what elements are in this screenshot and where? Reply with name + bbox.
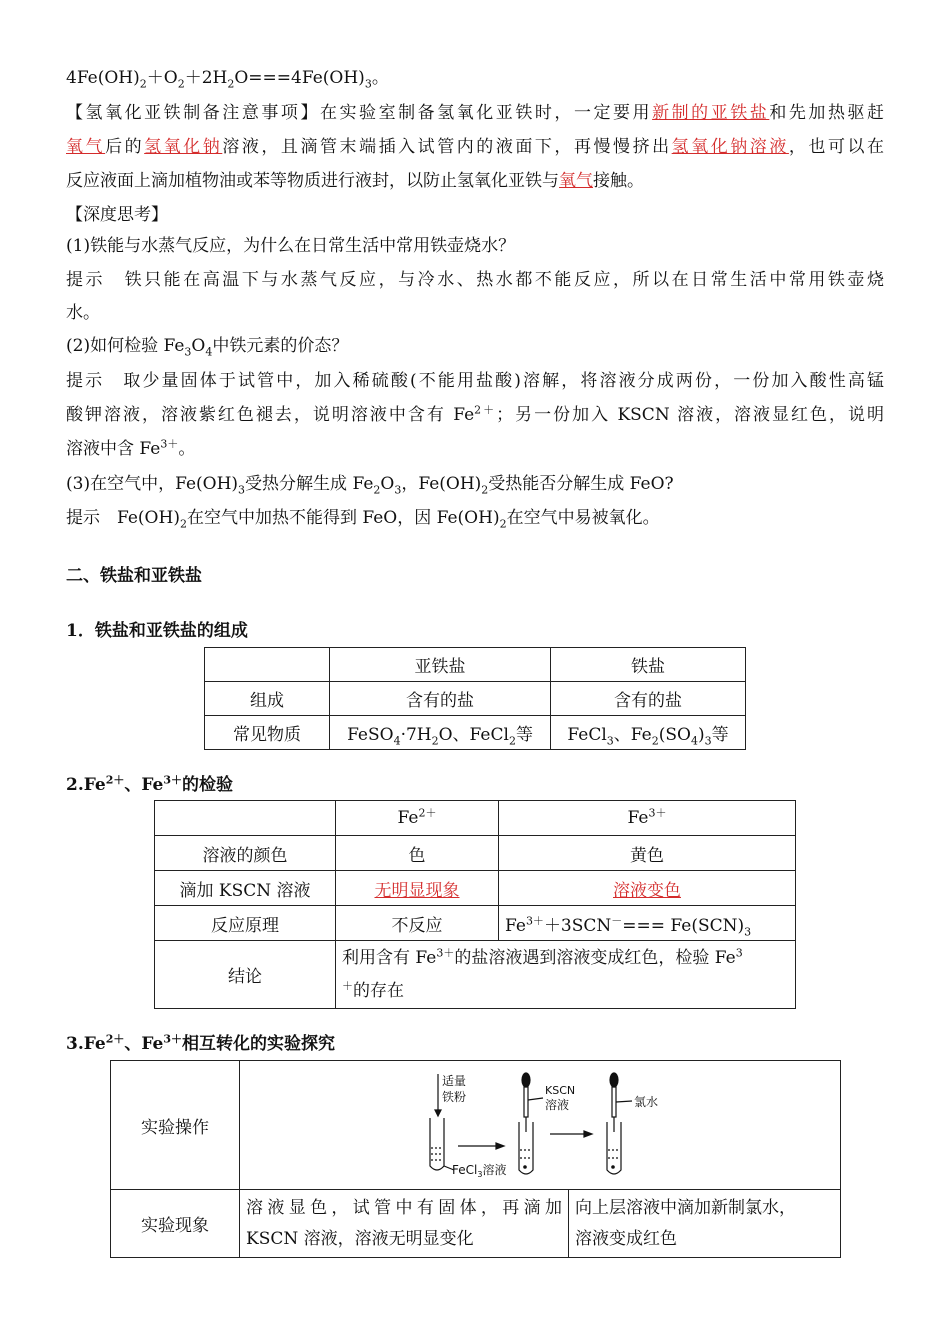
chlorine-water-label: 氯水 [634,1095,659,1109]
deep-thinking-heading: 【深度思考】 [66,205,168,225]
prep-note-line-3: 反应液面上滴加植物油或苯等物质进行液封，以防止氢氧化亚铁与氧气接触。 [66,171,644,191]
tube-2-solid [524,1166,526,1168]
fe2-kscn-result: 无明显现象 [336,871,499,906]
dropper-2-tube [612,1087,616,1117]
answer-2-line-3: 溶液中含 $Fe^{3+}$。 [66,437,196,459]
dropper-1-tube [524,1087,528,1117]
kscn-label-2: 溶液 [545,1098,570,1112]
row-label-experiment-phenomenon: 实验现象 [111,1190,240,1258]
table1-corner-cell [205,648,330,682]
conclusion-line-2: ＋的存在 [342,978,404,1001]
fe2-solution-color: 色 [336,836,499,871]
answer-2-line-1: 提示 取少量固体于试管中，加入稀硫酸(不能用盐酸)溶解，将溶液分成两份，一份加入酸性高锰 [66,371,884,391]
dropper-1-bulb [522,1073,530,1087]
phenomenon-step-1: 溶液显色，试管中有固体，再滴加 KSCN 溶液，溶液无明显变化 [240,1190,569,1258]
fe3-reaction-equation: $Fe^{3+}+3SCN^-=== Fe(SCN)_3$ [499,906,796,941]
ferric-common-substances: FeCl$_3$、$Fe_2(SO_4)_3$等 [551,716,746,750]
ferrous-common-substances: $FeSO_4\cdot 7H_2O$、FeCl$_2$等 [330,716,551,750]
ion-test-table [154,800,796,1009]
conclusion-text [336,941,796,1009]
header-fe2: $Fe^{2+}$ [336,801,499,836]
answer-1-line-1: 提示 铁只能在高温下与水蒸气反应，与冷水、热水都不能反应，所以在日常生活中常用铁壶烧 [66,270,884,290]
conclusion-line-1: 利用含有 $Fe^{3+}$的盐溶液遇到溶液变成红色，检验 Fe$^3$ [342,945,743,968]
kscn-label-1: KSCN [545,1084,576,1097]
ferric-composition: 含有的盐 [551,682,746,716]
section-2-title: 二、铁盐和亚铁盐 [66,566,202,586]
kscn-leader-line [528,1098,543,1100]
header-ferrous-salt: 亚铁盐 [330,648,551,682]
test-tube-1 [430,1118,444,1170]
answer-oxygen: 氧气 [66,137,106,157]
ferrous-composition: 含有的盐 [330,682,551,716]
fe2-reaction: 不反应 [336,906,499,941]
fe3-solution-color: 黄色 [499,836,796,871]
answer-sodium-hydroxide: 氢氧化钠 [144,137,223,157]
row-label-solution-color: 溶液的颜色 [155,836,336,871]
subsection-3-title: $3.Fe^{2+}$、$Fe^{3+}$相互转化的实验探究 [66,1032,335,1054]
question-2: (2)如何检验 $Fe_3O_4$中铁元素的价态？ [66,336,349,359]
table2-corner-cell [155,801,336,836]
answer-3: 提示 $Fe(OH)_2$在空气中加热不能得到 FeO，因 $Fe(OH)_2$在空气中易被氧化。 [66,508,660,531]
question-1: (1)铁能与水蒸气反应，为什么在日常生活中常用铁壶烧水？ [66,236,516,256]
row-label-experiment-operation: 实验操作 [111,1061,240,1190]
row-label-add-kscn: 滴加 KSCN 溶液 [155,871,336,906]
iron-powder-label-2: 铁粉 [442,1090,467,1104]
fecl3-solution-label: FeCl$_3$溶液 [452,1163,507,1179]
fe3-kscn-result: 溶液变色 [499,871,796,906]
step-arrow-2-head [584,1131,592,1137]
row-label-common-substances: 常见物质 [205,716,330,750]
row-label-composition: 组成 [205,682,330,716]
answer-naoh-solution: 氢氧化钠溶液 [671,137,789,157]
answer-oxygen-2: 氧气 [559,171,593,191]
subsection-1-title: 1．铁盐和亚铁盐的组成 [66,621,248,641]
subsection-2-title: $2.Fe^{2+}$、$Fe^{3+}$的检验 [66,773,233,795]
answer-fresh-ferrous-salt: 新制的亚铁盐 [652,103,770,123]
reaction-equation: $4Fe(OH)_2+O_2+2H_2O===4Fe(OH)_3$。 [66,68,389,91]
chlorine-leader-line [616,1101,632,1102]
row-label-conclusion: 结论 [155,941,336,1009]
salt-composition-table [204,647,746,750]
answer-1-line-2: 水。 [66,303,100,323]
question-3: (3)在空气中，$Fe(OH)_3$受热分解生成 $Fe_2O_3$，$Fe(OH)_2$受热能否分解生成 FeO? [66,474,674,497]
dropper-2-bulb [610,1073,618,1087]
header-ferric-salt: 铁盐 [551,648,746,682]
prep-note-line-2: 氧气后的氢氧化钠溶液，且滴管末端插入试管内的液面下，再慢慢挤出氢氧化钠溶液，也可以在 [66,137,885,157]
tube-3-solid [612,1166,614,1168]
header-fe3: $Fe^{3+}$ [499,801,796,836]
step-arrow-1-head [496,1143,504,1149]
experiment-apparatus-figure [428,1070,688,1182]
phenomenon-step-2: 向上层溶液中滴加新制氯水， 溶液变成红色 [569,1190,841,1258]
prep-note-line-1: 【氢氧化亚铁制备注意事项】在实验室制备氢氧化亚铁时，一定要用新制的亚铁盐和先加热驱赶 [66,103,885,123]
row-label-reaction-principle: 反应原理 [155,906,336,941]
iron-powder-label-1: 适量 [442,1074,467,1088]
answer-2-line-2: 酸钾溶液，溶液紫红色褪去，说明溶液中含有 $Fe^{2+}$；另一份加入 KSCN 溶液，溶液显红色，说明 [66,403,884,425]
add-iron-arrowhead [435,1110,441,1116]
